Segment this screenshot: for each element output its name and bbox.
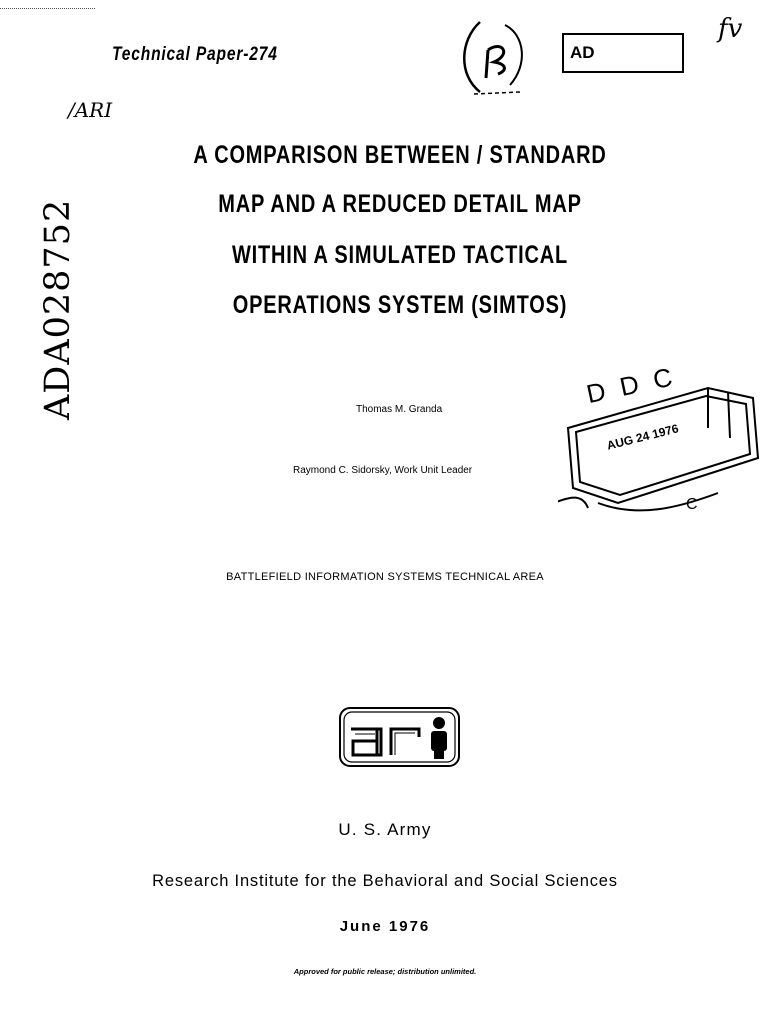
title-line-2: MAP AND A REDUCED DETAIL MAP: [218, 190, 582, 218]
document-id-vertical: ADA028752: [38, 198, 78, 420]
technical-area: BATTLEFIELD INFORMATION SYSTEMS TECHNICAL AREA: [226, 571, 544, 583]
title-line-4: OPERATIONS SYSTEM (SIMTOS): [232, 291, 568, 319]
author-2: Raymond C. Sidorsky, Work Unit Leader: [293, 465, 473, 476]
author-1: Thomas M. Granda: [356, 404, 443, 415]
title-line-3: WITHIN A SIMULATED TACTICAL: [232, 241, 568, 269]
ari-logo-graphic: [339, 707, 460, 767]
ddc-stamp: [558, 360, 768, 528]
stamp-bottom-letter: C: [686, 496, 698, 513]
ari-logo-text: [460, 707, 461, 708]
scan-edge-line: [0, 8, 95, 9]
ad-label: AD: [570, 43, 595, 62]
paper-number: Technical Paper-274: [112, 44, 278, 65]
release-statement: Approved for public release; distribution unlimited.: [293, 967, 477, 976]
stamp-date: AUG 24 1976: [605, 421, 680, 453]
publication-date: June 1976: [339, 918, 431, 935]
handwritten-corner-mark: fv: [718, 14, 743, 44]
ad-field-box: [562, 33, 684, 73]
handwritten-circled-mark: [450, 10, 540, 100]
stamp-ddc-letters: D D C: [583, 360, 679, 410]
institute-name: Research Institute for the Behavioral and Social Sciences: [152, 872, 618, 890]
ari-logo: [339, 707, 460, 767]
army-label: U. S. Army: [338, 820, 432, 839]
handwritten-ari-mark: /ARI: [68, 98, 113, 122]
title-line-1: A COMPARISON BETWEEN / STANDARD: [193, 141, 607, 169]
